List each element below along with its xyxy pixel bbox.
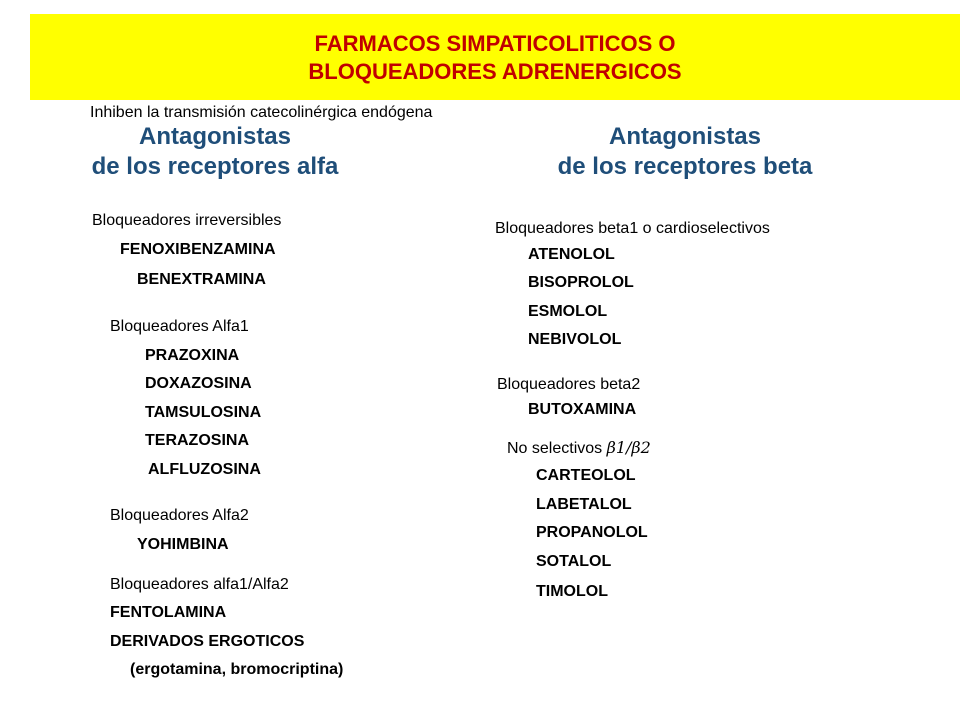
drug-item: (ergotamina, bromocriptina) bbox=[130, 661, 344, 678]
drug-item: BISOPROLOL bbox=[528, 274, 634, 291]
alpha-irreversible-label: Bloqueadores irreversibles bbox=[92, 212, 282, 229]
alpha-heading-line-2: de los receptores alfa bbox=[91, 153, 339, 180]
drug-item: CARTEOLOL bbox=[536, 467, 636, 484]
alpha2-label: Bloqueadores Alfa2 bbox=[110, 507, 249, 524]
drug-item: PRAZOXINA bbox=[145, 347, 240, 364]
drug-item: ESMOLOL bbox=[528, 303, 608, 320]
alpha-heading bbox=[40, 122, 390, 182]
drug-item: BENEXTRAMINA bbox=[137, 271, 266, 288]
beta-heading bbox=[510, 122, 860, 182]
drug-item: LABETALOL bbox=[536, 496, 632, 513]
page-title bbox=[30, 30, 960, 86]
drug-item: YOHIMBINA bbox=[137, 536, 229, 553]
nonselective-label-text: No selectivos bbox=[507, 440, 603, 457]
drug-item: FENOXIBENZAMINA bbox=[120, 241, 276, 258]
title-line-2: BLOQUEADORES ADRENERGICOS bbox=[308, 59, 682, 84]
drug-item: ATENOLOL bbox=[528, 246, 615, 263]
subtitle: Inhiben la transmisión catecolinérgica endógena bbox=[90, 104, 433, 121]
nonselective-label bbox=[507, 438, 651, 458]
drug-item: TERAZOSINA bbox=[145, 432, 249, 449]
drug-item: ALFLUZOSINA bbox=[148, 461, 261, 478]
drug-item: NEBIVOLOL bbox=[528, 331, 622, 348]
alpha1-label: Bloqueadores Alfa1 bbox=[110, 318, 249, 335]
drug-item: DERIVADOS ERGOTICOS bbox=[110, 633, 305, 650]
title-line-1: FARMACOS SIMPATICOLITICOS O bbox=[314, 31, 676, 56]
beta-heading-line-1: Antagonistas bbox=[608, 123, 761, 150]
drug-item: DOXAZOSINA bbox=[145, 375, 252, 392]
drug-item: TIMOLOL bbox=[536, 583, 608, 600]
drug-item: TAMSULOSINA bbox=[145, 404, 262, 421]
beta2-label: Bloqueadores beta2 bbox=[497, 376, 641, 393]
drug-item: SOTALOL bbox=[536, 553, 612, 570]
drug-item: BUTOXAMINA bbox=[528, 401, 637, 418]
beta1-label: Bloqueadores beta1 o cardioselectivos bbox=[495, 220, 770, 237]
alpha-heading-line-1: Antagonistas bbox=[138, 123, 291, 150]
drug-item: FENTOLAMINA bbox=[110, 604, 227, 621]
drug-item: PROPANOLOL bbox=[536, 524, 648, 541]
alpha1-alpha2-label: Bloqueadores alfa1/Alfa2 bbox=[110, 576, 289, 593]
nonselective-greek: β1/β2 bbox=[606, 438, 651, 457]
beta-heading-line-2: de los receptores beta bbox=[557, 153, 813, 180]
title-banner bbox=[30, 14, 960, 100]
